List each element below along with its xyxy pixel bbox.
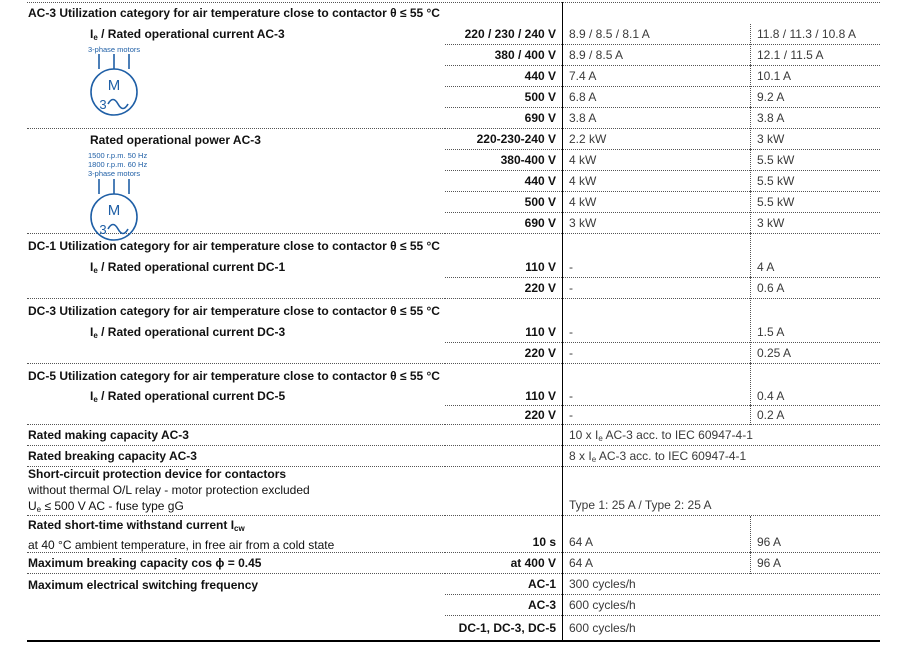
motor-icon-caption: 1500 r.p.m. 50 Hz 1800 r.p.m. 60 Hz 3-phase motors (88, 151, 148, 178)
value-cell: 6.8 A (562, 87, 750, 108)
table-row (0, 406, 900, 425)
value-cell: 10.1 A (750, 66, 880, 87)
value-cell: 8.9 / 8.5 / 8.1 A (562, 24, 750, 45)
table-row (0, 322, 900, 343)
section-title: AC-3 Utilization category for air temperature close to contactor θ ≤ 55 °C (28, 6, 440, 20)
value-cell: 64 A (562, 516, 750, 553)
value-cell: 3 kW (562, 213, 750, 234)
table-row (0, 257, 900, 278)
value-cell: - (562, 322, 750, 343)
condition-cell: at 400 V (445, 553, 562, 574)
voltage-cell: 220 / 230 / 240 V (445, 24, 562, 45)
three-phase-motor-icon (86, 179, 142, 241)
value-cell: - (562, 406, 750, 425)
column-divider-dotted (750, 24, 751, 425)
value-cell: 96 A (750, 553, 880, 574)
voltage-cell: 380-400 V (445, 150, 562, 171)
voltage-cell: 440 V (445, 66, 562, 87)
value-cell: 8.9 / 8.5 A (562, 45, 750, 66)
voltage-cell: 220 V (445, 278, 562, 299)
row-label: Rated short-time withstand current Icw at 40 °C ambient temperature, in free air from a cold state (28, 518, 335, 552)
value-cell: 5.5 kW (750, 192, 880, 213)
row-label: Maximum breaking capacity cos ϕ = 0.45 (28, 556, 262, 570)
value-cell: 0.2 A (750, 406, 880, 425)
value-cell: - (562, 343, 750, 364)
value-cell: 96 A (750, 516, 880, 553)
row-label: Ie / Rated operational current AC-3 (90, 27, 285, 42)
row-label: Maximum electrical switching frequency (28, 577, 259, 592)
svg-text:M: M (107, 202, 121, 219)
table-row (0, 574, 900, 595)
value-cell: 3.8 A (562, 108, 750, 129)
column-divider-solid (562, 2, 563, 640)
row-label: Short-circuit protection device for contactors without thermal O/L relay - motor protection excluded Ue ≤ 500 V AC - fuse type gG (28, 467, 310, 514)
value-cell: 5.5 kW (750, 150, 880, 171)
voltage-cell: 690 V (445, 108, 562, 129)
section-title: DC-5 Utilization category for air temperature close to contactor θ ≤ 55 °C (28, 368, 440, 383)
value-cell: 0.6 A (750, 278, 880, 299)
voltage-cell: 220 V (445, 406, 562, 425)
table-top-border (27, 2, 880, 3)
voltage-cell: 440 V (445, 171, 562, 192)
section-header-dc3 (0, 299, 900, 322)
column-divider-dotted (750, 516, 751, 574)
voltage-cell: 220-230-240 V (445, 129, 562, 150)
value-cell: 8 x Ie AC-3 acc. to IEC 60947-4-1 (562, 446, 880, 467)
value-cell: 1.5 A (750, 322, 880, 343)
voltage-cell: 690 V (445, 213, 562, 234)
value-cell: 4 kW (562, 192, 750, 213)
condition-cell: AC-1 (445, 574, 562, 595)
value-cell: 4 kW (562, 150, 750, 171)
value-cell: 3 kW (750, 213, 880, 234)
value-cell: 600 cycles/h (569, 621, 636, 635)
voltage-cell: 500 V (445, 87, 562, 108)
section-header-dc5 (0, 364, 900, 387)
value-cell: 9.2 A (750, 87, 880, 108)
value-cell: 11.8 / 11.3 / 10.8 A (750, 24, 880, 45)
value-cell: - (562, 387, 750, 406)
section-title: DC-1 Utilization category for air temperature close to contactor θ ≤ 55 °C (28, 238, 440, 253)
condition-cell: AC-3 (445, 595, 562, 616)
value-cell: 12.1 / 11.5 A (750, 45, 880, 66)
table-row (0, 425, 900, 446)
table-bottom-border (27, 640, 880, 642)
section-title: DC-3 Utilization category for air temperature close to contactor θ ≤ 55 °C (28, 303, 440, 318)
row-label: Ie / Rated operational current DC-3 (90, 325, 286, 340)
value-cell: 10 x Ie AC-3 acc. to IEC 60947-4-1 (562, 425, 880, 446)
value-cell: 600 cycles/h (562, 595, 880, 616)
value-cell: - (562, 257, 750, 278)
row-label: Ie / Rated operational current DC-5 (90, 389, 286, 404)
row-label: Rated breaking capacity AC-3 (28, 449, 197, 463)
svg-text:M: M (107, 77, 121, 94)
value-cell: 300 cycles/h (562, 574, 880, 595)
table-row (0, 595, 900, 616)
value-cell: 7.4 A (562, 66, 750, 87)
value-cell: 4 A (750, 257, 880, 278)
voltage-cell: 500 V (445, 192, 562, 213)
value-cell: Type 1: 25 A / Type 2: 25 A (562, 467, 880, 516)
value-cell: 2.2 kW (562, 129, 750, 150)
table-row (0, 553, 900, 574)
value-cell: 0.4 A (750, 387, 880, 406)
value-cell: 64 A (562, 553, 750, 574)
table-row (0, 24, 900, 45)
voltage-cell: 220 V (445, 343, 562, 364)
row-label: Rated making capacity AC-3 (28, 428, 189, 442)
value-cell: 0.25 A (750, 343, 880, 364)
svg-text:3: 3 (99, 222, 107, 237)
value-cell: 5.5 kW (750, 171, 880, 192)
voltage-cell: 110 V (445, 257, 562, 278)
table-row (0, 616, 900, 640)
value-cell: 3.8 A (750, 108, 880, 129)
voltage-cell: 380 / 400 V (445, 45, 562, 66)
value-cell: - (562, 278, 750, 299)
voltage-cell: 110 V (445, 322, 562, 343)
table-row (0, 467, 900, 516)
motor-icon-caption: 3-phase motors (88, 45, 141, 54)
condition-cell: DC-1, DC-3, DC-5 (458, 621, 556, 635)
value-cell: 3 kW (750, 129, 880, 150)
row-label: Rated operational power AC-3 (90, 132, 261, 147)
section-header-ac3 (0, 2, 900, 24)
three-phase-motor-icon (86, 54, 142, 116)
svg-text:3: 3 (99, 97, 107, 112)
table-row (0, 343, 900, 364)
table-row (0, 387, 900, 406)
voltage-cell: 110 V (445, 387, 562, 406)
table-row (0, 129, 900, 150)
row-label: Ie / Rated operational current DC-1 (90, 260, 286, 275)
value-cell: 4 kW (562, 171, 750, 192)
condition-cell: 10 s (445, 516, 562, 553)
table-row (0, 278, 900, 299)
table-row (0, 516, 900, 553)
